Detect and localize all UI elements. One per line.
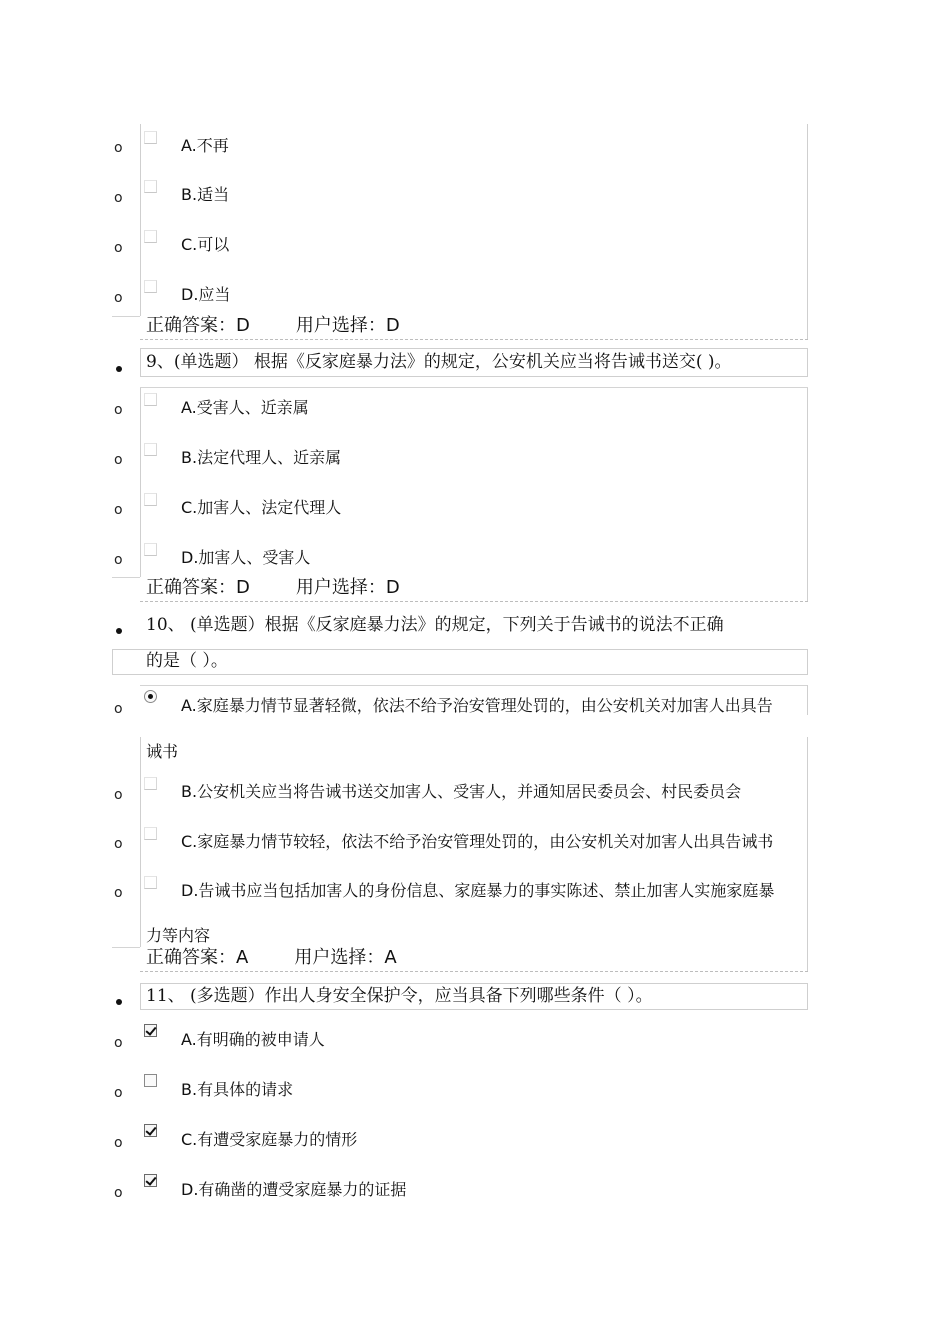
q8-frame-bottom (140, 339, 808, 340)
list-marker-circle: o (114, 1185, 123, 1201)
option-checkbox[interactable] (144, 230, 157, 243)
list-marker-circle: o (114, 1085, 123, 1101)
list-marker-circle: o (114, 290, 123, 306)
q9-frame-top (140, 387, 808, 388)
q10-frame-top (140, 685, 808, 686)
checkbox-checked[interactable] (144, 1174, 157, 1187)
q10-answer-line (146, 947, 397, 969)
list-marker-circle: o (114, 502, 123, 518)
radio-selected[interactable] (144, 690, 157, 703)
q8-frame-right (807, 124, 808, 340)
user-choice: 用户选择：D (295, 577, 400, 598)
option-label: D.加害人、受害人 (181, 548, 311, 567)
option-label: B.法定代理人、近亲属 (181, 448, 342, 467)
list-marker-circle: o (114, 240, 123, 256)
correct-answer: 正确答案：D (146, 315, 250, 336)
q10-title-line2: 的是（ ）。 (146, 651, 228, 671)
option-label-continued: 力等内容 (146, 926, 211, 945)
option-label: A.家庭暴力情节显著轻微，依法不给予治安管理处罚的，由公安机关对加害人出具告 (181, 696, 773, 715)
option-label: D.告诫书应当包括加害人的身份信息、家庭暴力的事实陈述、禁止加害人实施家庭暴 (181, 881, 775, 900)
option-label: A.不再 (181, 136, 229, 155)
option-checkbox[interactable] (144, 827, 157, 840)
correct-answer: 正确答案：D (146, 577, 250, 598)
q9-title: 9、(单选题） 根据《反家庭暴力法》的规定，公安机关应当将告诫书送交( )。 (146, 352, 732, 372)
list-marker-circle: o (114, 140, 123, 156)
q9-frame-bottom (140, 601, 808, 602)
q10-frame-right (807, 737, 808, 971)
q9-frame-step (112, 577, 140, 578)
list-marker-bullet (116, 628, 122, 634)
list-marker-circle: o (114, 552, 123, 568)
q10-frame-right-top (807, 685, 808, 715)
option-label: A.受害人、近亲属 (181, 398, 309, 417)
q10-frame-bottom (140, 971, 808, 972)
checkbox-checked[interactable] (144, 1124, 157, 1137)
q9-frame-left (140, 387, 141, 577)
list-marker-circle: o (114, 1135, 123, 1151)
option-label: A.有明确的被申请人 (181, 1030, 325, 1049)
q10-title-line1: 10、 (单选题）根据《反家庭暴力法》的规定，下列关于告诫书的说法不正确 (146, 615, 724, 635)
q11-title: 11、 (多选题）作出人身安全保护令，应当具备下列哪些条件（ ）。 (146, 986, 653, 1006)
q10-frame-left (140, 737, 141, 947)
option-label: C.加害人、法定代理人 (181, 498, 342, 517)
user-choice: 用户选择：A (294, 947, 397, 968)
list-marker-circle: o (114, 885, 123, 901)
list-marker-circle: o (114, 787, 123, 803)
list-marker-bullet (116, 999, 122, 1005)
option-label: B.公安机关应当将告诫书送交加害人、受害人，并通知居民委员会、村民委员会 (181, 782, 742, 801)
list-marker-circle: o (114, 836, 123, 852)
option-label: C.可以 (181, 235, 230, 254)
option-label: D.应当 (181, 285, 231, 304)
checkbox-unchecked[interactable] (144, 1074, 157, 1087)
option-checkbox[interactable] (144, 543, 157, 556)
list-marker-circle: o (114, 190, 123, 206)
option-checkbox[interactable] (144, 443, 157, 456)
q8-frame-step (112, 316, 140, 317)
list-marker-bullet (116, 366, 122, 372)
user-choice: 用户选择：D (295, 315, 400, 336)
q8-answer-line (146, 315, 400, 337)
list-marker-circle: o (114, 402, 123, 418)
list-marker-circle: o (114, 701, 123, 717)
checkbox-checked[interactable] (144, 1024, 157, 1037)
option-label-continued: 诫书 (146, 742, 179, 761)
option-label: C.家庭暴力情节较轻，依法不给予治安管理处罚的，由公安机关对加害人出具告诫书 (181, 832, 774, 851)
option-checkbox[interactable] (144, 393, 157, 406)
option-label: D.有确凿的遭受家庭暴力的证据 (181, 1180, 407, 1199)
option-checkbox[interactable] (144, 493, 157, 506)
list-marker-circle: o (114, 452, 123, 468)
list-marker-circle: o (114, 1035, 123, 1051)
option-checkbox[interactable] (144, 131, 157, 144)
option-label: B.适当 (181, 185, 230, 204)
option-label: C.有遭受家庭暴力的情形 (181, 1130, 358, 1149)
q9-answer-line (146, 577, 400, 599)
correct-answer: 正确答案：A (146, 947, 249, 968)
option-checkbox[interactable] (144, 777, 157, 790)
q9-frame-right (807, 387, 808, 601)
q10-frame-step (112, 947, 140, 948)
option-checkbox[interactable] (144, 876, 157, 889)
option-checkbox[interactable] (144, 180, 157, 193)
q8-frame-left (140, 124, 141, 316)
option-label: B.有具体的请求 (181, 1080, 294, 1099)
option-checkbox[interactable] (144, 280, 157, 293)
